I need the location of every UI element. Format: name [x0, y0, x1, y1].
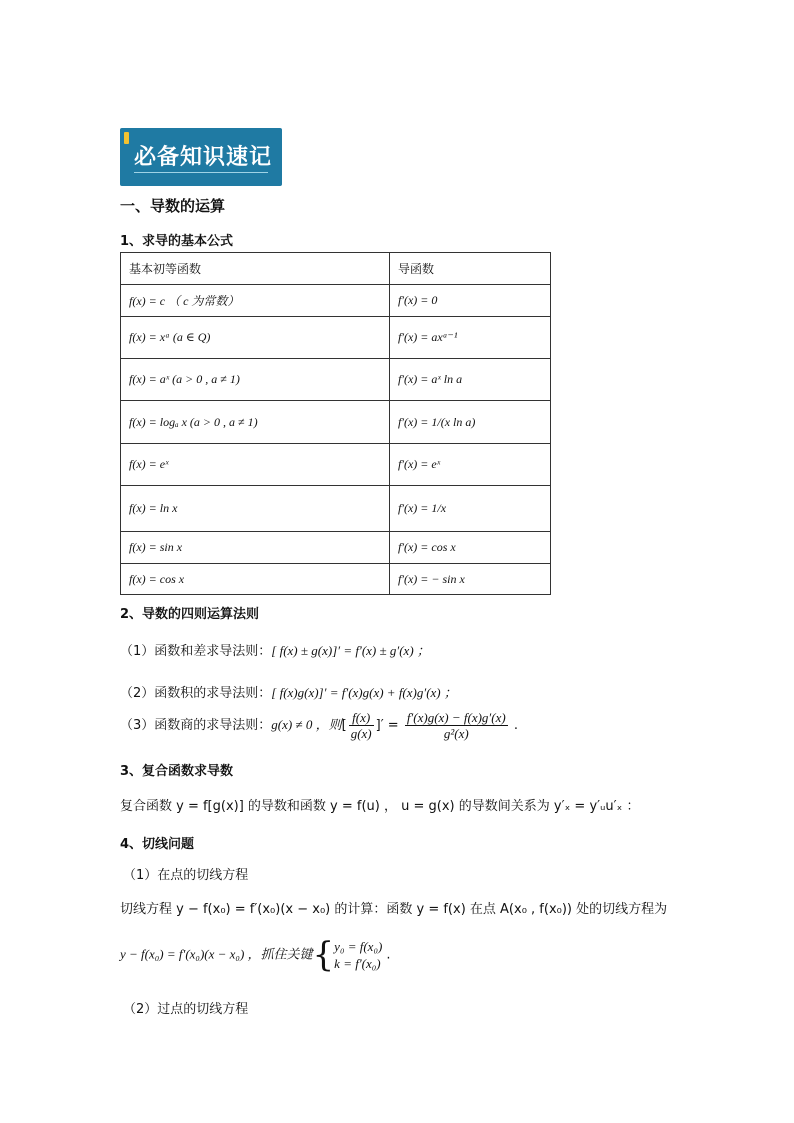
fraction-denominator: g(x) — [350, 726, 372, 741]
system-rows — [334, 938, 382, 972]
function-cell: f(x) = xᵃ (a ∈ Q) — [121, 317, 390, 359]
subheading-4: 4、切线问题 — [120, 837, 195, 852]
derivative-cell: f′(x) = axᵃ⁻¹ — [390, 317, 551, 359]
derivative-cell: f′(x) = eˣ — [390, 444, 551, 486]
badge-title: 必备知识速记 — [134, 145, 273, 170]
function-cell: f(x) = ln x — [121, 486, 390, 532]
function-cell: f(x) = eˣ — [121, 444, 390, 486]
table-row — [121, 532, 551, 564]
rule-sum — [120, 640, 430, 659]
derivative-cell: f′(x) = cos x — [390, 532, 551, 564]
tangent-item-2: （2）过点的切线方程 — [123, 1002, 249, 1017]
tangent-line-2-text: y − f(x₀) = f′(x₀)(x − x₀) ，抓住关键 — [120, 946, 313, 962]
composite-text: 复合函数 y = f[g(x)] 的导数和函数 y = f(u) ， u = g(x) 的导数间关系为 y′ₓ = y′ᵤu′ₓ ： — [120, 799, 640, 814]
table-row — [121, 359, 551, 401]
rule-quotient-condition: g(x) ≠ 0 ，则 — [271, 717, 342, 732]
table-row — [121, 564, 551, 595]
rule-product — [120, 682, 457, 701]
header-cell: 导函数 — [390, 253, 551, 285]
rule-product-formula: [ f(x)g(x)]′ = f′(x)g(x) + f(x)g′(x) ； — [271, 685, 457, 700]
system-row: k = f′(x₀) — [334, 956, 381, 971]
fraction-denominator: g²(x) — [443, 726, 469, 741]
system-row: y₀ = f(x₀) — [334, 939, 383, 954]
derivative-cell: f′(x) = 1/x — [390, 486, 551, 532]
function-cell: f(x) = sin x — [121, 532, 390, 564]
derivative-cell: f′(x) = aˣ ln a — [390, 359, 551, 401]
function-cell: f(x) = logₐ x (a > 0 , a ≠ 1) — [121, 401, 390, 444]
section-badge — [120, 128, 282, 186]
tangent-line-2: y − f(x₀) = f′(x₀)(x − x₀) ，抓住关键{ y₀ = f(x₀) k = f′(x₀) . — [120, 935, 391, 975]
tangent-line-1: 切线方程 y − f(x₀) = f′(x₀)(x − x₀) 的计算：函数 y = f(x) 在点 A(x₀ , f(x₀)) 处的切线方程为 — [120, 902, 668, 917]
table-row — [121, 285, 551, 317]
derivative-table — [120, 252, 551, 595]
rule-quotient: （3）函数商的求导法则：g(x) ≠ 0 ，则[ $\frac{f(x)}{g(x)}$ ]′ = $\frac{f'(x)g(x) - f(x)g'(x)}{\text{g²(x)}}$ . — [120, 710, 518, 741]
section-heading: 一、导数的运算 — [120, 197, 226, 215]
table-row — [121, 401, 551, 444]
subheading-2: 2、导数的四则运算法则 — [120, 607, 260, 622]
function-cell: f(x) = cos x — [121, 564, 390, 595]
fraction-numerator: f′(x)g(x) − f(x)g′(x) — [406, 710, 506, 725]
badge-accent — [124, 132, 129, 144]
table-row — [121, 444, 551, 486]
table-row — [121, 317, 551, 359]
rule-sum-label: （1）函数和差求导法则： — [120, 644, 272, 659]
rule-quotient-label: （3）函数商的求导法则： — [120, 718, 272, 733]
badge-underline — [134, 172, 268, 173]
quotient-rhs-fraction — [405, 710, 508, 741]
subheading-1: 1、求导的基本公式 — [120, 234, 234, 249]
equation-system — [312, 935, 383, 975]
header-cell: 基本初等函数 — [121, 253, 390, 285]
derivative-cell: f′(x) = 0 — [390, 285, 551, 317]
function-cell: f(x) = aˣ (a > 0 , a ≠ 1) — [121, 359, 390, 401]
function-cell: f(x) = c （ c 为常数） — [121, 285, 390, 317]
rule-product-label: （2）函数积的求导法则： — [120, 686, 272, 701]
fraction-numerator: f(x) — [349, 710, 374, 726]
left-brace: { — [312, 935, 335, 975]
derivative-cell: f′(x) = 1/(x ln a) — [390, 401, 551, 444]
quotient-lhs-fraction — [349, 710, 374, 741]
subheading-3: 3、复合函数求导数 — [120, 764, 234, 779]
rule-sum-formula: [ f(x) ± g(x)]′ = f′(x) ± g′(x) ； — [271, 643, 430, 658]
table-header-row — [121, 253, 551, 285]
table-row — [121, 486, 551, 532]
tangent-item-1: （1）在点的切线方程 — [123, 868, 249, 883]
derivative-cell: f′(x) = − sin x — [390, 564, 551, 595]
